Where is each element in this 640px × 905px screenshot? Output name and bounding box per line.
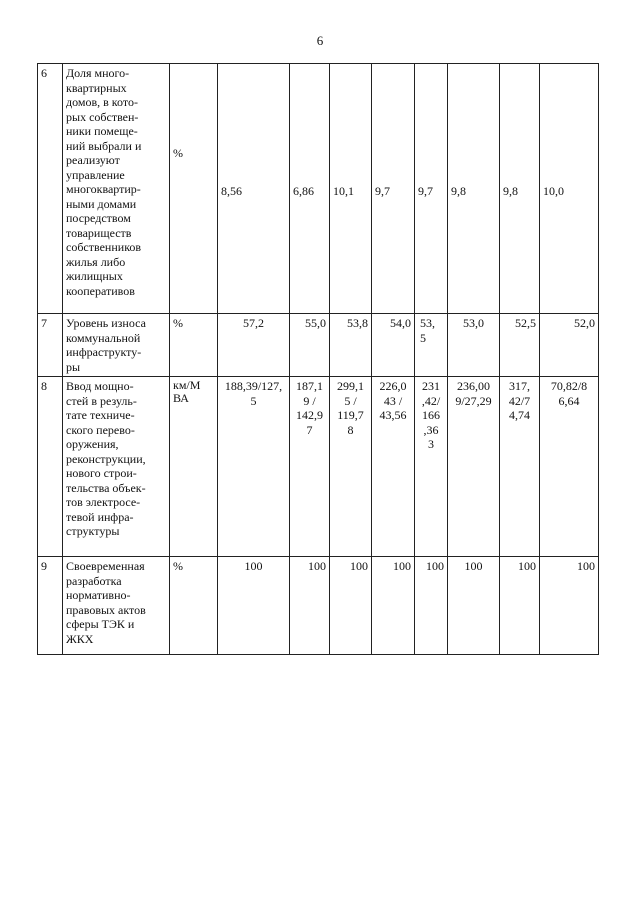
value-cell: 8,56: [218, 64, 290, 314]
value-cell: 6,86: [290, 64, 330, 314]
row-number: 8: [38, 377, 63, 557]
value-cell: 100: [500, 557, 540, 655]
value-cell: 100: [540, 557, 599, 655]
value-cell: 231 ,42/ 166 ,36 3: [415, 377, 448, 557]
unit-cell: %: [170, 557, 218, 655]
unit-cell: %: [170, 314, 218, 377]
indicator-name: Доля много- квартирных домов, в кото- рых собствен- ники помеще- ний выбрали и реализуют управление многоквартир- ными домами посредством товариществ собственников жилья либо жилищных кооперативов: [63, 64, 170, 314]
value-cell: 236,00 9/27,29: [448, 377, 500, 557]
value-cell: 100: [415, 557, 448, 655]
value-cell: 53,0: [448, 314, 500, 377]
value-cell: 9,7: [372, 64, 415, 314]
value-cell: 299,1 5 / 119,7 8: [330, 377, 372, 557]
value-cell: 52,5: [500, 314, 540, 377]
value-cell: 226,0 43 / 43,56: [372, 377, 415, 557]
value-cell: 54,0: [372, 314, 415, 377]
value-cell: 70,82/8 6,64: [540, 377, 599, 557]
row-number: 7: [38, 314, 63, 377]
value-cell: 53, 5: [415, 314, 448, 377]
value-cell: 9,8: [448, 64, 500, 314]
value-cell: 57,2: [218, 314, 290, 377]
value-cell: 100: [218, 557, 290, 655]
table-row: [38, 314, 599, 377]
value-cell: 9,7: [415, 64, 448, 314]
table-row: [38, 377, 599, 557]
value-cell: 9,8: [500, 64, 540, 314]
unit-cell: %: [170, 64, 218, 314]
value-cell: 100: [372, 557, 415, 655]
value-cell: 55,0: [290, 314, 330, 377]
row-number: 6: [38, 64, 63, 314]
value-cell: 10,0: [540, 64, 599, 314]
value-cell: 100: [290, 557, 330, 655]
value-cell: 52,0: [540, 314, 599, 377]
indicators-table: [37, 63, 599, 655]
table-row: [38, 64, 599, 314]
value-cell: 187,1 9 / 142,9 7: [290, 377, 330, 557]
table-row: [38, 557, 599, 655]
value-cell: 10,1: [330, 64, 372, 314]
indicator-name: Ввод мощно- стей в резуль- тате техниче- ского перево- оружения, реконструкции, нового строи- тельства объек- тов электросе- тевой инфра- структуры: [63, 377, 170, 557]
indicator-name: Уровень износа коммунальной инфраструкту- ры: [63, 314, 170, 377]
value-cell: 100: [448, 557, 500, 655]
row-number: 9: [38, 557, 63, 655]
value-cell: 100: [330, 557, 372, 655]
unit-cell: км/М ВА: [170, 377, 218, 557]
indicator-name: Своевременная разработка нормативно- правовых актов сферы ТЭК и ЖКХ: [63, 557, 170, 655]
value-cell: 317, 42/7 4,74: [500, 377, 540, 557]
value-cell: 53,8: [330, 314, 372, 377]
value-cell: 188,39/127, 5: [218, 377, 290, 557]
page-number: 6: [316, 33, 324, 48]
